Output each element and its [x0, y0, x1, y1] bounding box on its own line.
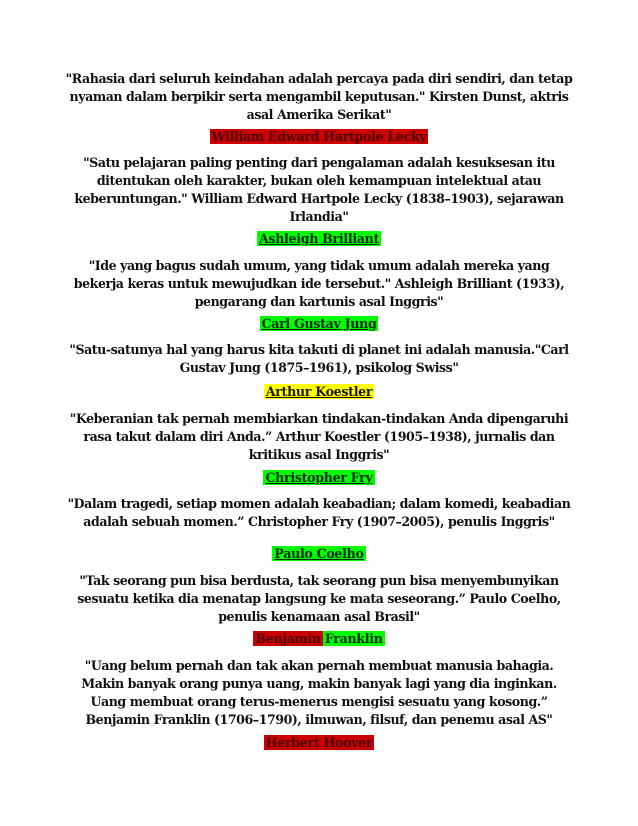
heading-koestler-label: Arthur Koestler	[265, 384, 373, 399]
quote-fry: "Dalam tragedi, setiap momen adalah keabadian; dalam komedi, keabadian adalah sebuah momen.” Christopher Fry (1907–2005), penulis Inggris"	[67, 496, 571, 529]
heading-lecky-label: William Edward Hartpole Lecky	[211, 129, 427, 144]
heading-jung	[0, 316, 638, 332]
heading-franklin	[0, 631, 638, 647]
heading-fry	[0, 470, 638, 486]
quote-koestler: "Keberanian tak pernah membiarkan tindakan-tindakan Anda dipengaruhi rasa takut dalam diri Anda.” Arthur Koestler (1905–1938), jurnalis dan kritikus asal Inggris"	[69, 411, 569, 462]
heading-franklin-last: Franklin	[324, 631, 383, 646]
heading-franklin-first: Benjamin	[255, 631, 321, 646]
heading-fry-label: Christopher Fry	[265, 470, 373, 485]
quote-jung: "Satu-satunya hal yang harus kita takuti di planet ini adalah manusia."Carl Gustav Jung (1875–1961), psikolog Swiss"	[69, 342, 569, 375]
quote-coelho: "Tak seorang pun bisa berdusta, tak seorang pun bisa menyembunyikan sesuatu ketika dia menatap langsung ke mata seseorang.” Paulo Coelho, penulis kenamaan asal Brasil"	[77, 573, 561, 624]
quote-franklin: "Uang belum pernah dan tak akan pernah membuat manusia bahagia. Makin banyak orang punya uang, makin banyak lagi yang dia inginkan. Uang membuat orang terus-menerus mengisi sesuatu yang kosong.” Benjamin Franklin (1706–1790), ilmuwan, filsuf, dan penemu asal AS"	[81, 658, 557, 727]
quote-brilliant: "Ide yang bagus sudah umum, yang tidak umum adalah mereka yang bekerja keras untuk mewujudkan ide tersebut." Ashleigh Brilliant (1933), pengarang dan kartunis asal Inggris"	[73, 258, 565, 309]
heading-brilliant-label: Ashleigh Brilliant	[258, 231, 380, 246]
heading-hoover-label: Herbert Hoover	[265, 735, 373, 750]
heading-hoover	[0, 735, 638, 751]
quote-kirsten-dunst: "Rahasia dari seluruh keindahan adalah percaya pada diri sendiri, dan tetap nyaman dalam berpikir serta mengambil keputusan." Kirsten Dunst, aktris asal Amerika Serikat"	[65, 71, 573, 122]
heading-coelho-label: Paulo Coelho	[274, 546, 364, 561]
heading-koestler	[0, 384, 638, 400]
heading-lecky	[0, 129, 638, 145]
heading-coelho	[0, 546, 638, 562]
heading-brilliant	[0, 231, 638, 247]
heading-jung-label: Carl Gustav Jung	[261, 316, 377, 331]
quote-lecky: "Satu pelajaran paling penting dari pengalaman adalah kesuksesan itu ditentukan oleh karakter, bukan oleh kemampuan intelektual atau keberuntungan." William Edward Hartpole Lecky (1838–1903), sejarawan Irlandia"	[74, 155, 564, 224]
